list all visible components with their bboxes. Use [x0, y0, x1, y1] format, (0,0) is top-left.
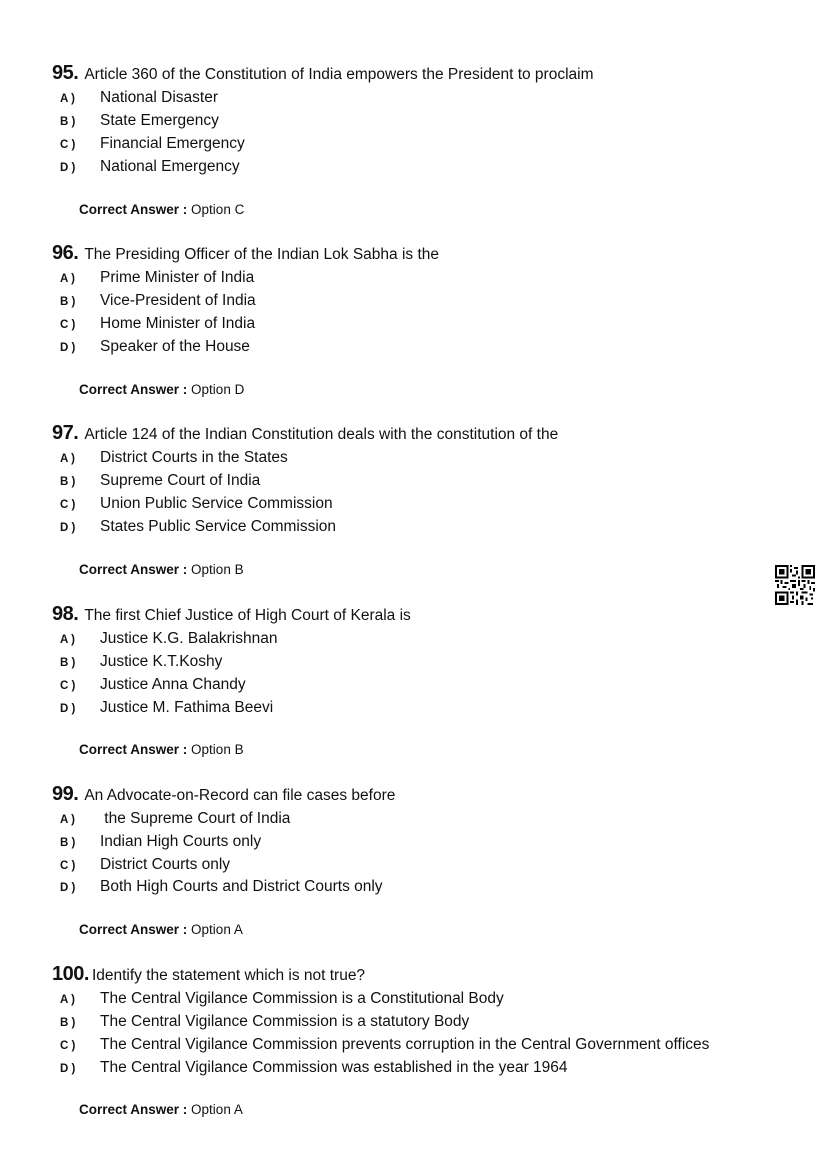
correct-answer-label: Correct Answer : — [79, 922, 188, 937]
option-key: C ) — [60, 860, 76, 872]
correct-answer-value: Option A — [191, 1102, 243, 1117]
option-a — [60, 810, 290, 832]
correct-answer — [79, 742, 244, 757]
option-d — [60, 878, 383, 900]
option-key: C ) — [60, 499, 76, 511]
question-header — [52, 783, 395, 809]
question-text: Article 124 of the Indian Constitution deals with the constitution of the — [84, 426, 559, 443]
option-key: C ) — [60, 1040, 76, 1052]
option-key: B ) — [60, 1017, 76, 1029]
option-text: Financial Emergency — [100, 135, 245, 152]
question-number: 99. — [52, 783, 79, 805]
question-number: 96. — [52, 242, 79, 264]
question-header — [52, 422, 558, 448]
question-number: 97. — [52, 422, 79, 444]
option-key: D ) — [60, 703, 76, 715]
question-number: 98. — [52, 603, 79, 625]
option-key: A ) — [60, 453, 75, 465]
correct-answer — [79, 922, 243, 937]
option-d — [60, 699, 273, 721]
option-text: State Emergency — [100, 112, 219, 129]
correct-answer-label: Correct Answer : — [79, 742, 188, 757]
option-text: National Emergency — [100, 158, 240, 175]
option-d — [60, 158, 240, 180]
correct-answer-value: Option B — [191, 562, 244, 577]
option-key: C ) — [60, 319, 76, 331]
correct-answer — [79, 202, 244, 217]
question-number: 95. — [52, 62, 79, 84]
option-a — [60, 269, 254, 291]
question-text: The Presiding Officer of the Indian Lok Sabha is the — [84, 246, 440, 263]
option-text: Vice-President of India — [100, 292, 256, 309]
question-text: Article 360 of the Constitution of India empowers the President to proclaim — [84, 66, 594, 83]
option-text: District Courts only — [100, 856, 231, 873]
correct-answer — [79, 382, 244, 397]
correct-answer-value: Option B — [191, 742, 244, 757]
question-99 — [0, 783, 826, 963]
option-c — [60, 315, 255, 337]
correct-answer-value: Option D — [191, 382, 245, 397]
option-c — [60, 676, 246, 698]
option-text: Justice Anna Chandy — [100, 676, 246, 693]
question-100 — [0, 963, 826, 1143]
option-b — [60, 833, 261, 855]
option-c — [60, 135, 245, 157]
option-text: Supreme Court of India — [100, 472, 261, 489]
option-text: The Central Vigilance Commission is a Constitutional Body — [100, 990, 504, 1007]
correct-answer — [79, 1102, 243, 1117]
qr-code-icon — [775, 565, 815, 605]
option-key: B ) — [60, 476, 76, 488]
option-text: The Central Vigilance Commission was established in the year 1964 — [100, 1059, 568, 1076]
option-text: Prime Minister of India — [100, 269, 255, 286]
question-95 — [0, 62, 826, 242]
option-a — [60, 990, 504, 1012]
question-98 — [0, 603, 826, 783]
option-key: A ) — [60, 994, 75, 1006]
option-b — [60, 1013, 469, 1035]
option-key: D ) — [60, 1063, 76, 1075]
option-text: Indian High Courts only — [100, 833, 262, 850]
option-c — [60, 1036, 709, 1058]
option-b — [60, 112, 219, 134]
option-b — [60, 472, 260, 494]
option-d — [60, 1059, 568, 1081]
option-key: A ) — [60, 273, 75, 285]
option-c — [60, 856, 230, 878]
option-text: Both High Courts and District Courts only — [100, 878, 383, 895]
option-b — [60, 292, 256, 314]
correct-answer-label: Correct Answer : — [79, 562, 188, 577]
option-key: B ) — [60, 657, 76, 669]
option-key: D ) — [60, 882, 76, 894]
option-text: Speaker of the House — [100, 338, 250, 355]
correct-answer-label: Correct Answer : — [79, 1102, 188, 1117]
option-a — [60, 449, 288, 471]
option-key: C ) — [60, 680, 76, 692]
correct-answer-value: Option C — [191, 202, 245, 217]
option-text: Justice K.T.Koshy — [100, 653, 223, 670]
option-key: C ) — [60, 139, 76, 151]
option-d — [60, 338, 250, 360]
option-text: Home Minister of India — [100, 315, 256, 332]
option-b — [60, 653, 222, 675]
option-key: D ) — [60, 162, 76, 174]
option-text: National Disaster — [100, 89, 219, 106]
option-key: D ) — [60, 342, 76, 354]
option-text: Justice K.G. Balakrishnan — [100, 630, 278, 647]
option-key: B ) — [60, 296, 76, 308]
option-text: Justice M. Fathima Beevi — [100, 699, 274, 716]
question-96 — [0, 242, 826, 422]
option-text: States Public Service Commission — [100, 518, 337, 535]
question-header — [52, 242, 439, 268]
option-a — [60, 89, 218, 111]
option-key: B ) — [60, 116, 76, 128]
correct-answer-value: Option A — [191, 922, 243, 937]
option-a — [60, 630, 277, 652]
option-c — [60, 495, 333, 517]
correct-answer-label: Correct Answer : — [79, 382, 188, 397]
question-number: 100. — [52, 963, 89, 985]
option-d — [60, 518, 336, 540]
option-key: A ) — [60, 634, 75, 646]
question-text: An Advocate-on-Record can file cases before — [84, 787, 396, 804]
option-text: District Courts in the States — [100, 449, 288, 466]
correct-answer — [79, 562, 244, 577]
option-text: The Central Vigilance Commission is a statutory Body — [100, 1013, 470, 1030]
option-key: A ) — [60, 93, 75, 105]
option-text: the Supreme Court of India — [100, 810, 291, 827]
question-header — [52, 603, 411, 629]
question-text: Identify the statement which is not true? — [91, 967, 366, 984]
question-header — [52, 963, 365, 989]
question-text: The first Chief Justice of High Court of Kerala is — [84, 607, 411, 624]
option-key: B ) — [60, 837, 76, 849]
correct-answer-label: Correct Answer : — [79, 202, 188, 217]
option-key: D ) — [60, 522, 76, 534]
option-key: A ) — [60, 814, 75, 826]
option-text: The Central Vigilance Commission prevents corruption in the Central Government offices — [100, 1036, 710, 1053]
question-header — [52, 62, 594, 88]
option-text: Union Public Service Commission — [100, 495, 333, 512]
question-97 — [0, 422, 826, 602]
